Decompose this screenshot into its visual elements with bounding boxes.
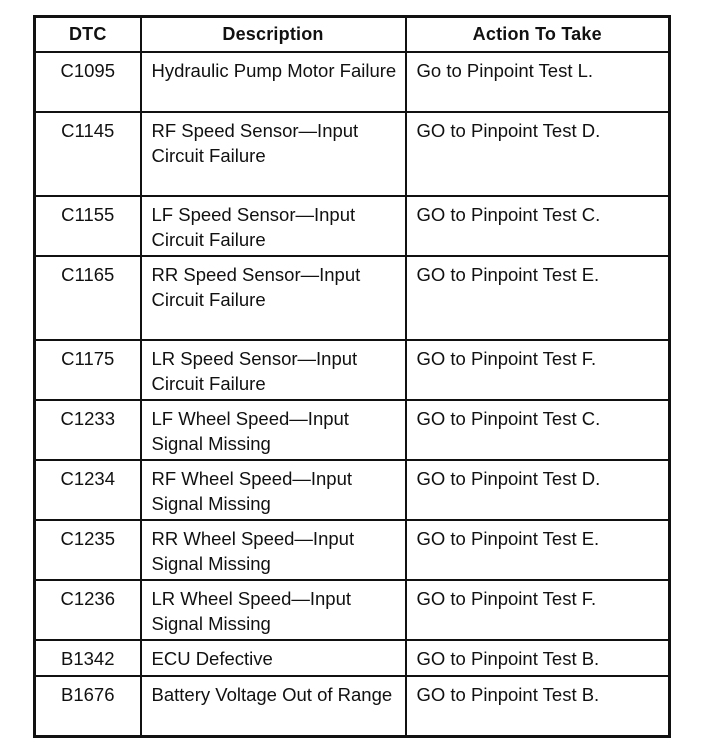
- dtc-description: LF Speed Sensor—Input Circuit Failure: [141, 196, 406, 256]
- dtc-description: LF Wheel Speed—Input Signal Missing: [141, 400, 406, 460]
- dtc-code: C1165: [35, 256, 141, 340]
- dtc-action: Go to Pinpoint Test L.: [406, 52, 670, 112]
- dtc-table: [33, 15, 671, 738]
- dtc-description: RF Wheel Speed—Input Signal Missing: [141, 460, 406, 520]
- dtc-description: LR Wheel Speed—Input Signal Missing: [141, 580, 406, 640]
- dtc-code: C1175: [35, 340, 141, 400]
- table-row: [35, 112, 670, 196]
- dtc-action: GO to Pinpoint Test B.: [406, 640, 670, 676]
- dtc-code: C1233: [35, 400, 141, 460]
- table-row: [35, 52, 670, 112]
- dtc-action: GO to Pinpoint Test E.: [406, 520, 670, 580]
- dtc-action: GO to Pinpoint Test C.: [406, 400, 670, 460]
- dtc-action: GO to Pinpoint Test D.: [406, 460, 670, 520]
- table-row: [35, 640, 670, 676]
- table-row: [35, 340, 670, 400]
- dtc-action: GO to Pinpoint Test F.: [406, 580, 670, 640]
- table-row: [35, 256, 670, 340]
- table-row: [35, 460, 670, 520]
- dtc-description: ECU Defective: [141, 640, 406, 676]
- dtc-code: C1235: [35, 520, 141, 580]
- dtc-description: RR Wheel Speed—Input Signal Missing: [141, 520, 406, 580]
- table-row: [35, 580, 670, 640]
- dtc-description: Battery Voltage Out of Range: [141, 676, 406, 737]
- dtc-code: B1676: [35, 676, 141, 737]
- dtc-action: GO to Pinpoint Test D.: [406, 112, 670, 196]
- dtc-code: C1095: [35, 52, 141, 112]
- table-row: [35, 400, 670, 460]
- dtc-description: [141, 256, 406, 340]
- dtc-description: LR Speed Sensor—Input Circuit Failure: [141, 340, 406, 400]
- dtc-action: GO to Pinpoint Test F.: [406, 340, 670, 400]
- dtc-action: GO to Pinpoint Test B.: [406, 676, 670, 737]
- table-row: [35, 676, 670, 737]
- dtc-description: Hydraulic Pump Motor Failure: [141, 52, 406, 112]
- dtc-code: C1145: [35, 112, 141, 196]
- dtc-description-text: RR Speed Sensor—Input Circuit Failure: [151, 264, 361, 310]
- dtc-description-text: RF Speed Sensor—Input Circuit Failure: [151, 120, 359, 166]
- header-row: [35, 17, 670, 53]
- dtc-code: C1234: [35, 460, 141, 520]
- dtc-action: GO to Pinpoint Test C.: [406, 196, 670, 256]
- header-dtc: DTC: [35, 17, 141, 53]
- dtc-description: [141, 112, 406, 196]
- header-description: Description: [141, 17, 406, 53]
- dtc-action: GO to Pinpoint Test E.: [406, 256, 670, 340]
- table-row: [35, 196, 670, 256]
- table-row: [35, 520, 670, 580]
- dtc-code: B1342: [35, 640, 141, 676]
- header-action: Action To Take: [406, 17, 670, 53]
- dtc-code: C1155: [35, 196, 141, 256]
- dtc-code: C1236: [35, 580, 141, 640]
